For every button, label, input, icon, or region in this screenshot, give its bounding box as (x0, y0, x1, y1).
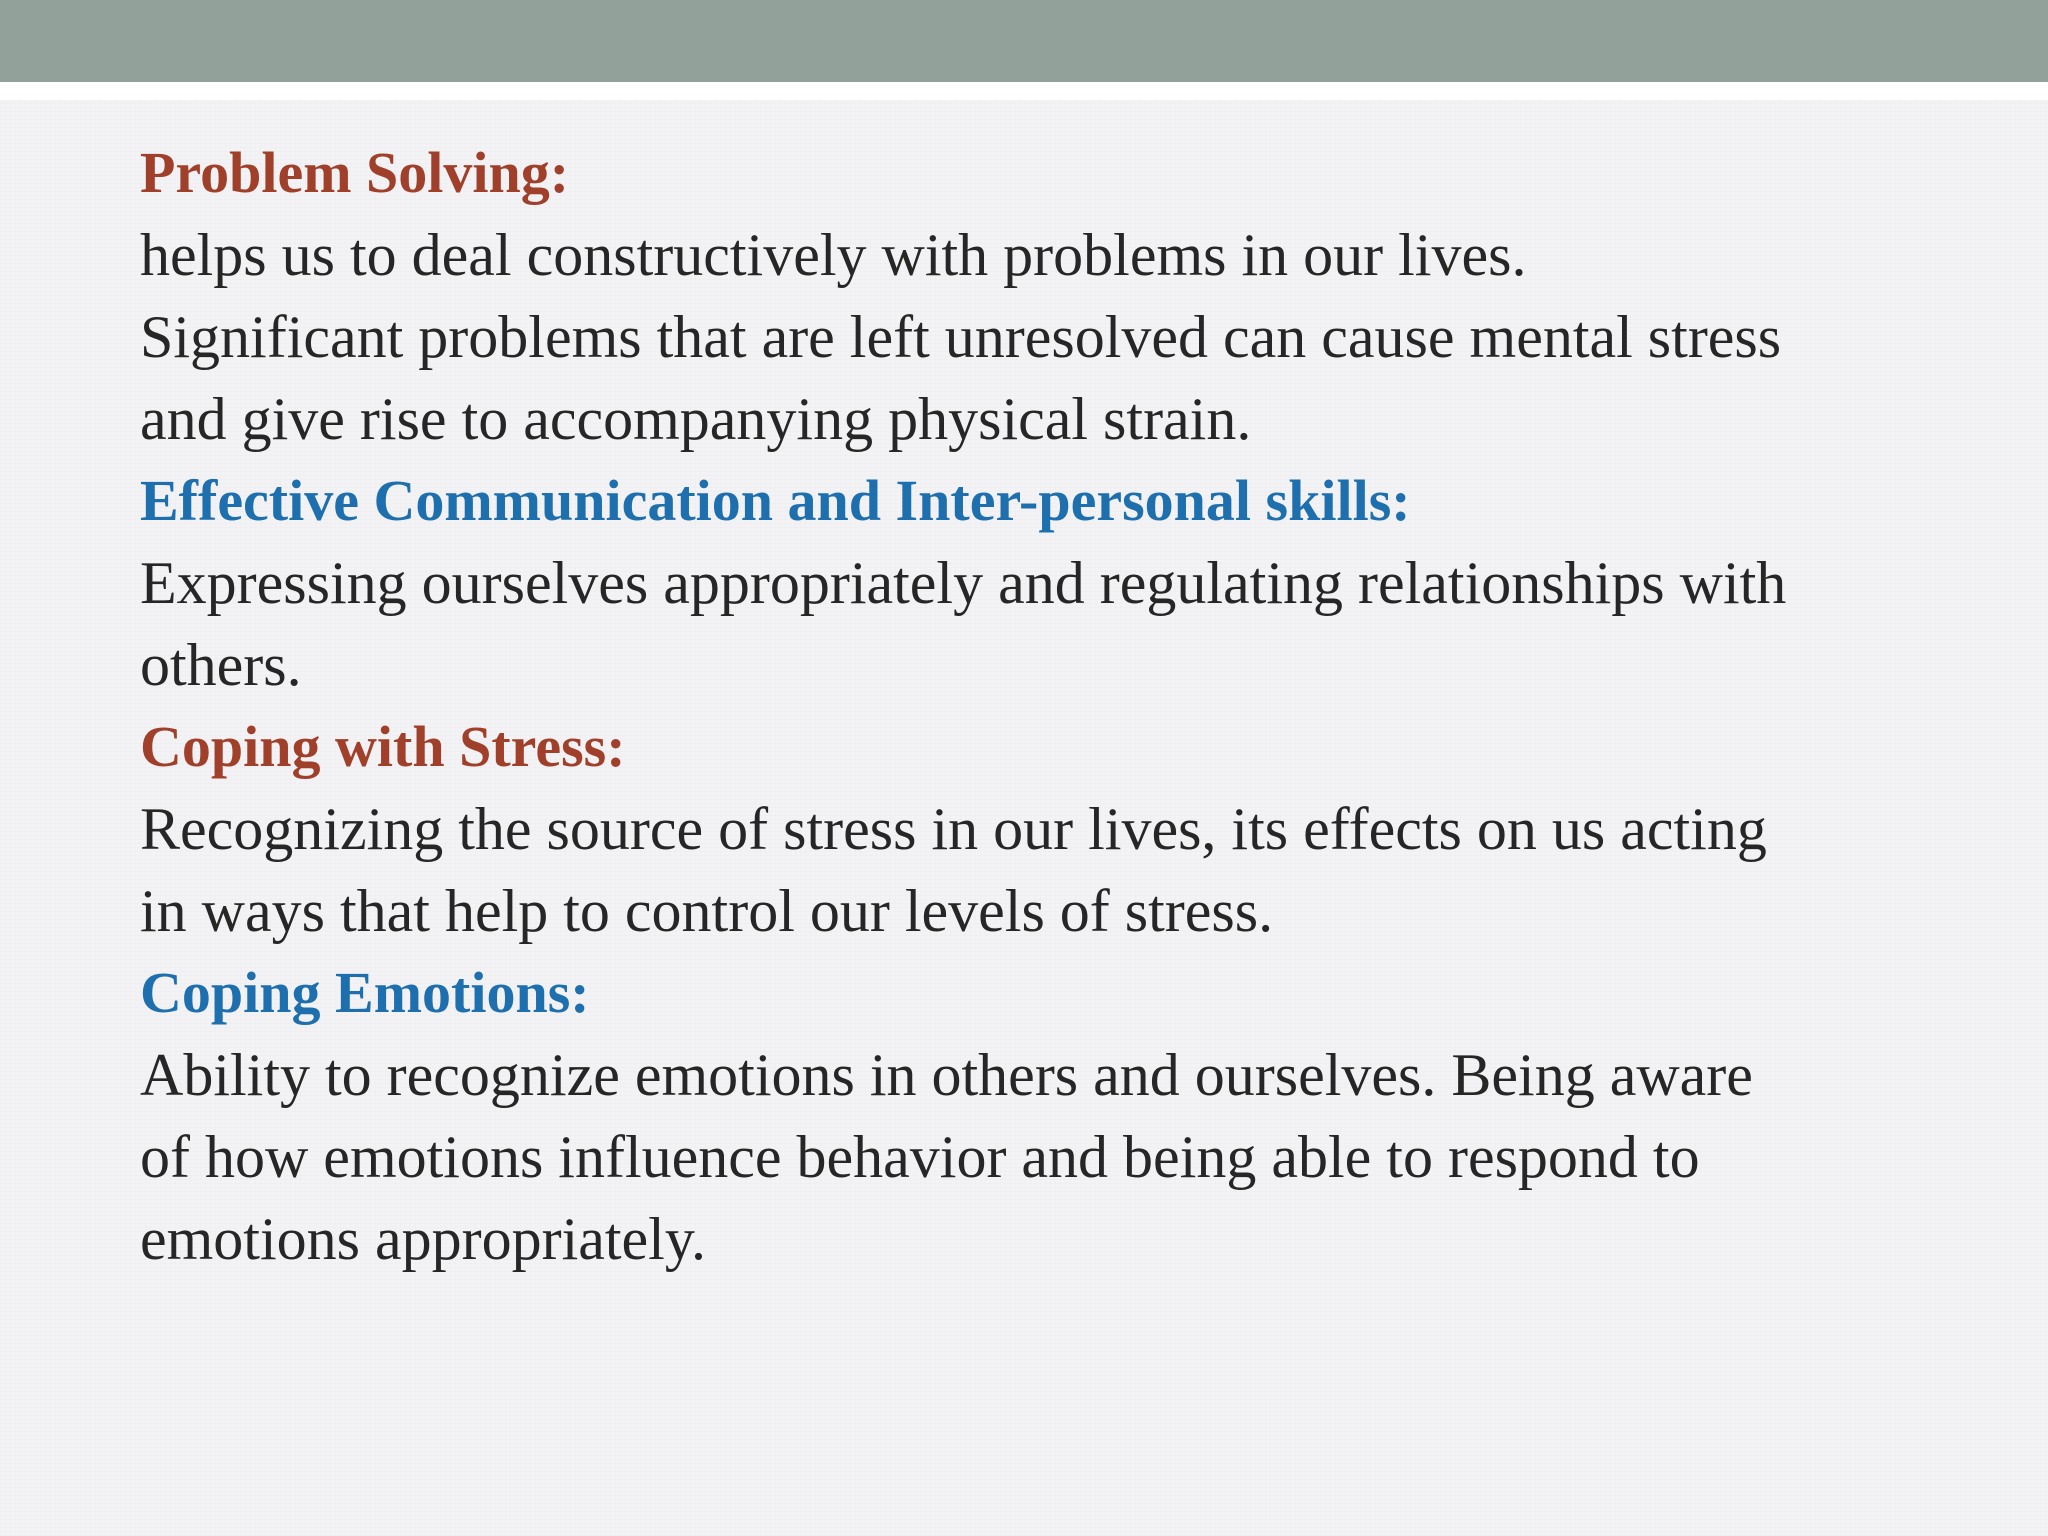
section-text-line: in ways that help to control our levels of stress. (140, 878, 1274, 944)
section-text-line: Recognizing the source of stress in our lives, its effects on us acting (140, 796, 1767, 862)
section-text-line: others. (140, 632, 302, 698)
section-heading-coping-emotions: Coping Emotions: (140, 960, 590, 1025)
section-text-line: helps us to deal constructively with problems in our lives. (140, 222, 1527, 288)
section-heading-coping-stress: Coping with Stress: (140, 714, 626, 779)
top-accent-bar (0, 0, 2048, 82)
section-heading-problem-solving: Problem Solving: (140, 140, 570, 205)
section-text-line: of how emotions influence behavior and being able to respond to (140, 1124, 1700, 1190)
section-text-line: emotions appropriately. (140, 1206, 706, 1272)
slide-content (140, 132, 1980, 1280)
section-heading-communication: Effective Communication and Inter-personal skills: (140, 468, 1411, 533)
section-text-line: Expressing ourselves appropriately and regulating relationships with (140, 550, 1787, 616)
section-text-line: Significant problems that are left unresolved can cause mental stress (140, 304, 1782, 370)
section-text-line: and give rise to accompanying physical strain. (140, 386, 1252, 452)
section-text-line: Ability to recognize emotions in others and ourselves. Being aware (140, 1042, 1753, 1108)
